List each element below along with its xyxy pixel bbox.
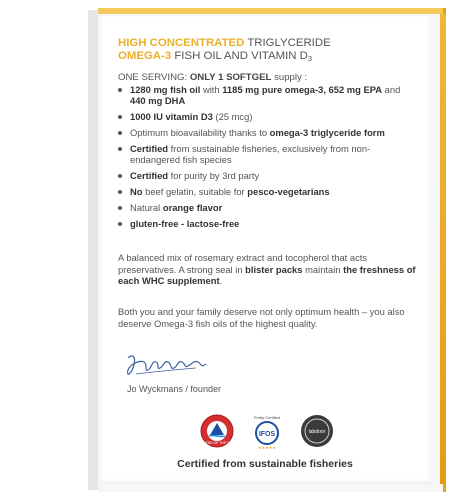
box-left-side bbox=[88, 10, 98, 490]
benefit-bold: No bbox=[130, 186, 143, 197]
list-item bbox=[118, 143, 418, 165]
list-item bbox=[118, 170, 418, 181]
product-box-back-panel bbox=[100, 16, 430, 484]
headline-rest-2: FISH OIL AND VITAMIN D bbox=[174, 50, 308, 62]
benefit-text: Natural bbox=[130, 202, 161, 213]
benefit-text-2: and bbox=[384, 84, 401, 95]
quality-paragraph: Both you and your family deserve not only optimum health – you also deserve Omega-3 fish oils of the highest quality. bbox=[118, 306, 405, 329]
founder-credit: Jo Wyckmans / founder bbox=[127, 384, 221, 394]
para-text-2: maintain bbox=[305, 263, 341, 275]
ifos-text: IFOS bbox=[258, 431, 276, 438]
ifos-logo bbox=[250, 414, 284, 450]
labdoor-logo bbox=[300, 414, 334, 448]
benefit-text: from sustainable fisheries, exclusively from non-endangered fish species bbox=[130, 143, 371, 165]
para-text-3: . bbox=[219, 275, 223, 286]
benefit-text: Optimum bioavailability thanks to bbox=[130, 127, 268, 138]
benefit-bold: 1280 mg fish oil bbox=[130, 84, 201, 95]
headline-rest-1: TRIGLYCERIDE bbox=[247, 37, 331, 49]
benefit-bold: orange flavor bbox=[162, 202, 223, 213]
headline bbox=[118, 37, 428, 65]
headline-subscript: 3 bbox=[307, 54, 313, 63]
benefit-bold-2: pesco-vegetarians bbox=[247, 186, 330, 197]
list-item bbox=[118, 127, 418, 138]
serving-prefix: ONE SERVING: bbox=[118, 72, 188, 83]
list-item bbox=[118, 218, 418, 229]
headline-highlight-2: OMEGA-3 bbox=[118, 50, 172, 62]
headline-line-2 bbox=[118, 50, 428, 65]
headline-highlight-1: HIGH CONCENTRATED bbox=[118, 37, 245, 49]
benefit-bold: omega-3 triglyceride form bbox=[269, 127, 385, 138]
para-text-1: A balanced mix of rosemary extract and tocopherol that acts preservatives. A strong seal in bbox=[118, 252, 368, 275]
benefit-text: (25 mcg) bbox=[215, 111, 253, 122]
serving-bold: ONLY 1 SOFTGEL bbox=[189, 72, 272, 83]
ifos-stars: ★★★★★ bbox=[258, 445, 276, 450]
para-bold-2: the freshness of each WHC supplement bbox=[118, 263, 416, 286]
friend-logo-text: FRIEND OF THE SEA bbox=[200, 441, 234, 445]
certified-caption: Certified from sustainable fisheries bbox=[177, 458, 353, 470]
benefit-list bbox=[118, 84, 418, 234]
labdoor-text: labdoor bbox=[308, 429, 326, 435]
list-item bbox=[118, 186, 418, 197]
ifos-top-text: Purity Certified bbox=[253, 415, 281, 420]
signature-image bbox=[122, 350, 210, 384]
para-bold-1: blister packs bbox=[245, 263, 303, 275]
benefit-bold: gluten-free - lactose-free bbox=[130, 218, 240, 229]
list-item bbox=[118, 202, 418, 213]
serving-line bbox=[118, 72, 428, 83]
benefit-text: with bbox=[202, 84, 220, 95]
benefit-bold: Certified bbox=[130, 170, 169, 181]
serving-suffix: supply : bbox=[274, 72, 308, 83]
friend-of-the-sea-logo bbox=[200, 414, 234, 448]
benefit-bold-3: 440 mg DHA bbox=[130, 95, 186, 106]
benefit-text: for purity by 3rd party bbox=[170, 170, 260, 181]
list-item bbox=[118, 84, 418, 106]
benefit-bold: 1000 IU vitamin D3 bbox=[130, 111, 213, 122]
headline-line-1 bbox=[118, 37, 428, 50]
benefit-bold: Certified bbox=[130, 143, 169, 154]
benefit-bold-2: 1185 mg pure omega-3, 652 mg EPA bbox=[222, 84, 383, 95]
list-item bbox=[118, 111, 418, 122]
preservative-paragraph bbox=[118, 252, 418, 287]
benefit-text: beef gelatin, suitable for bbox=[145, 186, 245, 197]
